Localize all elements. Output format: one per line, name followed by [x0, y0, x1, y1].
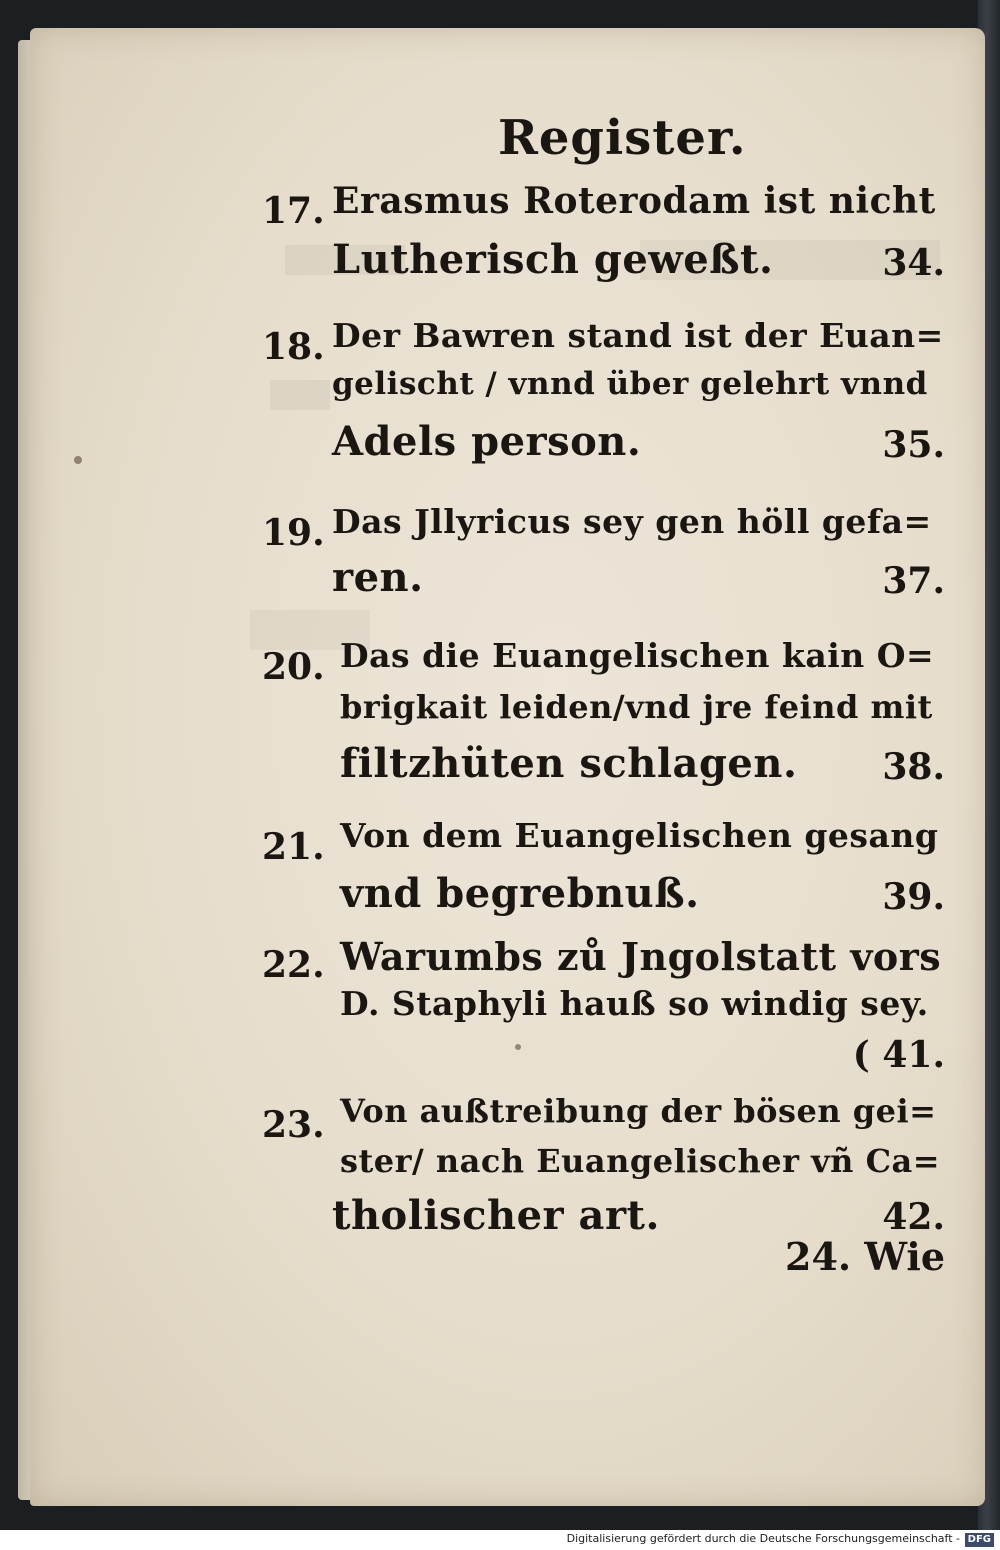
paper-spot: [74, 456, 82, 464]
paper-spot: [515, 1044, 521, 1050]
entry-line: Von dem Euangelischen gesang: [340, 816, 939, 855]
entry-line: Adels person.: [332, 418, 642, 465]
entry-line: Erasmus Roterodam ist nicht: [332, 180, 936, 222]
entry-page-number: 38.: [882, 746, 945, 788]
entry-line: ren.: [332, 554, 424, 601]
entry-number: 19.: [262, 512, 325, 554]
entry-line: brigkait leiden/vnd jre feind mit: [340, 688, 933, 726]
entry-line: vnd begrebnuß.: [340, 870, 700, 917]
entry-line: Von außtreibung der bösen gei=: [340, 1092, 937, 1130]
entry-number: 23.: [262, 1104, 325, 1146]
entry-number: 22.: [262, 944, 325, 986]
entry-number: 20.: [262, 646, 325, 688]
entry-line: gelischt / vnnd über gelehrt vnnd: [332, 366, 928, 402]
entry-line: Lutherisch geweßt.: [332, 236, 774, 283]
entry-page-number: 37.: [882, 560, 945, 602]
entry-line: Das Jllyricus sey gen höll gefa=: [332, 502, 932, 541]
entry-page-number: 34.: [882, 242, 945, 284]
entry-line: tholischer art.: [332, 1192, 660, 1239]
entry-line: Der Bawren stand ist der Euan=: [332, 316, 944, 355]
entry-page-number: 42.: [882, 1196, 945, 1238]
entry-line: filtzhüten schlagen.: [340, 740, 798, 787]
entry-line: Warumbs zů Jngolstatt vors: [340, 934, 942, 979]
entry-page-number: 39.: [882, 876, 945, 918]
dfg-logo: DFG: [965, 1533, 994, 1547]
entry-number: 17.: [262, 190, 325, 232]
entry-page-number: ( 41.: [852, 1034, 945, 1076]
entry-line: ster/ nach Euangelischer vñ Ca=: [340, 1142, 941, 1180]
catchword: 24. Wie: [785, 1234, 945, 1279]
footer-credit: Digitalisierung gefördert durch die Deutsche Forschungsgemeinschaft -: [566, 1532, 960, 1545]
page-heading: Register.: [498, 110, 747, 166]
entry-number: 18.: [262, 326, 325, 368]
entry-line: Das die Euangelischen kain O=: [340, 636, 935, 675]
entry-number: 21.: [262, 826, 325, 868]
entry-page-number: 35.: [882, 424, 945, 466]
footer-bar: [0, 1530, 1000, 1550]
show-through: [270, 380, 330, 410]
entry-line: D. Staphyli hauß so windig sey.: [340, 984, 929, 1023]
